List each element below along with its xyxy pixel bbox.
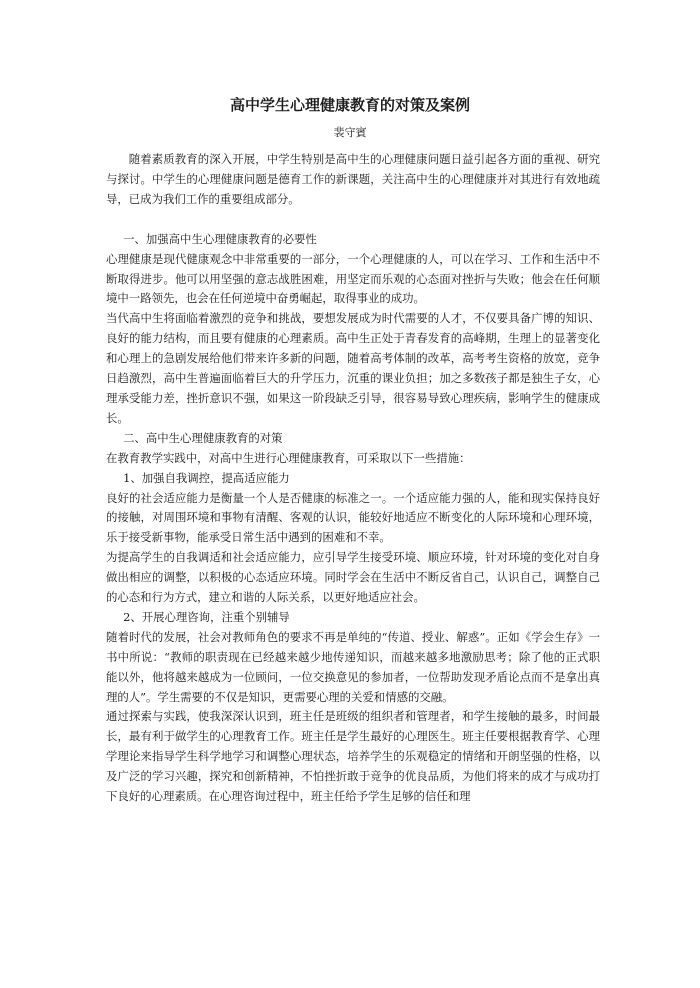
subsection-1-paragraph-1: 良好的社会适应能力是衡量一个人是否健康的标准之一。一个适应能力强的人，能和现实保持良好的接触，对周围环境和事物有清醒、客观的认识，能较好地适应不断变化的人际环境和心理环境，乐于接受新事物，能承受日常生活中遇到的困难和不幸。 — [106, 490, 600, 545]
paragraph-gap — [106, 210, 600, 230]
subsection-1-paragraph-2: 为提高学生的自我调适和社会适应能力，应引导学生接受环境、顺应环境，针对环境的变化对自身做出相应的调整，以积极的心态适应环境。同时学会在生活中不断反省自己，认识自己，调整自己的心态和行为方式，建立和谐的人际关系，以更好地适应社会。 — [106, 550, 600, 605]
section-1-paragraph-2: 当代高中生将面临着激烈的竞争和挑战，要想发展成为时代需要的人才，不仅要具备广博的知识、良好的能力结构，而且要有健康的心理素质。高中生正处于青春发育的高峰期，生理上的显著变化和心理上的急剧发展给他们带来许多新的问题，随着高考体制的改革，高考考生资格的放宽，竞争日趋激烈，高中生普遍面临着巨大的升学压力，沉重的课业负担；加之多数孩子都是独生子女，心理承受能力差，挫折意识不强，如果这一阶段缺乏引导，很容易导致心理疾病，影响学生的健康成长。 — [106, 311, 600, 425]
subsection-2-paragraph-1: 随着时代的发展，社会对教师角色的要求不再是单纯的“传道、授业、解惑”。正如《学会生存》一书中所说：“教师的职责现在已经越来越少地传递知识，而越来越多地激励思考；除了他的正式职能以外，他将越来越成为一位顾问，一位交换意见的参加者，一位帮助发现矛盾论点而不是拿出真理的人”。学生需要的不仅是知识，更需要心理的关爱和情感的交融。 — [106, 629, 600, 704]
intro-paragraph: 随着素质教育的深入开展，中学生特别是高中生的心理健康问题日益引起各方面的重视、研究与探讨。中学生的心理健康问题是德育工作的新课题，关注高中生的心理健康并对其进行有效地疏导，已成为我们工作的重要组成部分。 — [106, 152, 600, 206]
subsection-2-heading: 2、开展心理咨询，注重个别辅导 — [123, 609, 290, 624]
document-body — [106, 150, 600, 807]
section-2-heading: 二、高中生心理健康教育的对策 — [123, 430, 283, 445]
section-1-paragraph-1: 心理健康是现代健康观念中非常重要的一部分，一个心理健康的人，可以在学习、工作和生活中不断取得进步。他可以用坚强的意志战胜困难，用坚定而乐观的心态面对挫折与失败；他会在任何顺境中一路领先，也会在任何逆境中奋勇崛起，取得事业的成功。 — [106, 251, 600, 306]
subsection-2-paragraph-2: 通过探索与实践，使我深深认识到，班主任是班级的组织者和管理者，和学生接触的最多，时间最长，最有利于做学生的心理教育工作。班主任是学生最好的心理医生。班主任要根据教育学、心理学理论来指导学生科学地学习和调整心理状态，培养学生的乐观稳定的情绪和开朗坚强的性格，以及广泛的学习兴趣，探究和创新精神，不怕挫折敢于竞争的优良品质，为他们将来的成才与成功打下良好的心理素质。在心理咨询过程中，班主任给予学生足够的信任和理 — [106, 709, 600, 804]
section-1-heading: 一、加强高中生心理健康教育的必要性 — [123, 231, 317, 246]
section-2-intro: 在教育教学实践中，对高中生进行心理健康教育，可采取以下一些措施： — [106, 450, 471, 465]
author-name: 裴守賓 — [333, 126, 367, 139]
page-title: 高中学生心理健康教育的对策及案例 — [229, 96, 470, 114]
subsection-1-heading: 1、加强自我调控，提高适应能力 — [123, 470, 290, 485]
